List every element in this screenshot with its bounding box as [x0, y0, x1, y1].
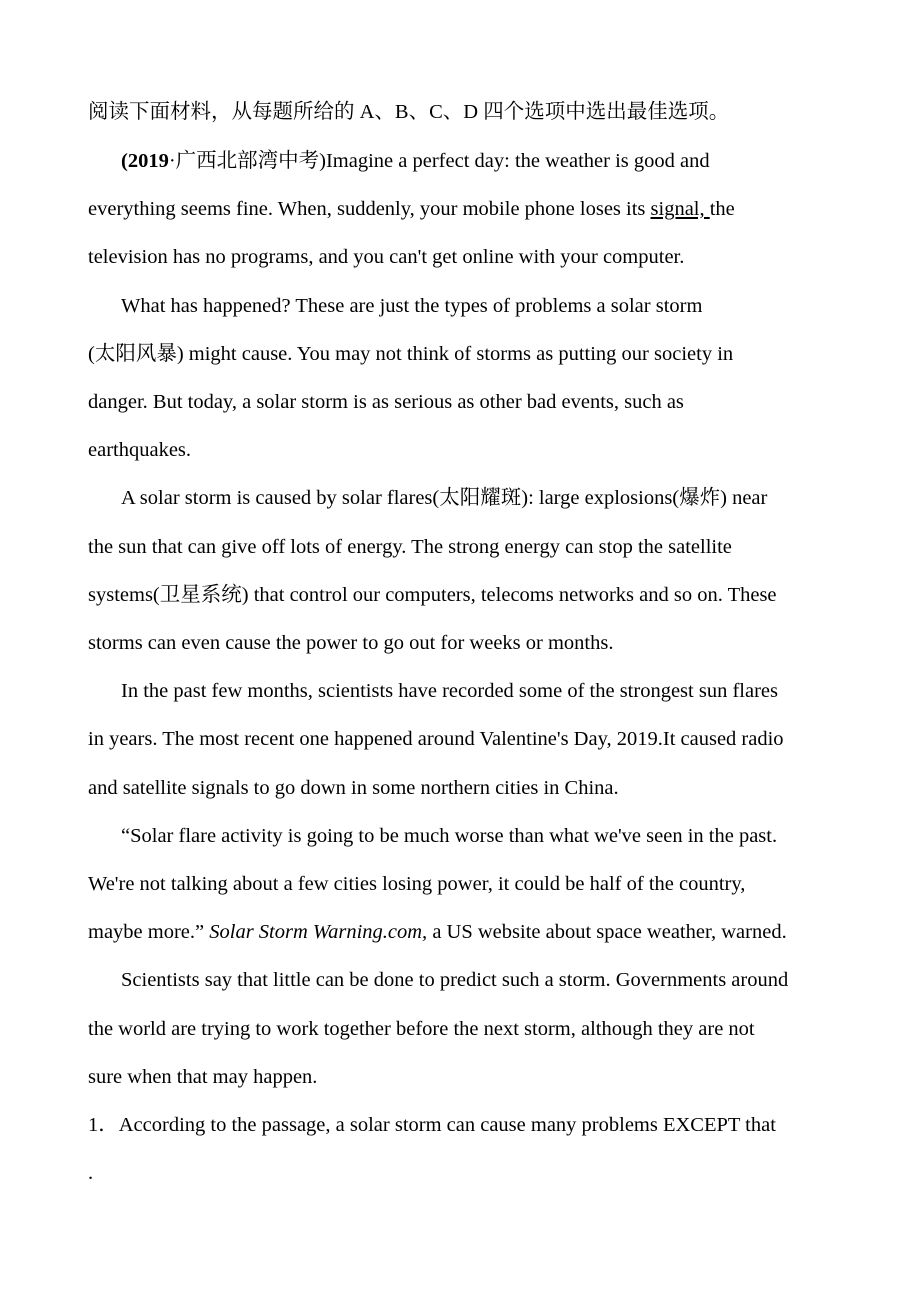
passage-text: a US website about space weather, warned.	[427, 921, 787, 943]
passage-paragraph-3-line-3: systems(卫星系统) that control our computers, telecoms networks and so on. These	[88, 584, 777, 606]
passage-paragraph-2-line-1: What has happened? These are just the types of problems a solar storm	[121, 295, 703, 317]
question-text: According to the passage, a solar storm can cause many problems EXCEPT that	[118, 1114, 776, 1136]
question-1	[88, 1113, 776, 1137]
passage-paragraph-1-line-1	[121, 149, 710, 173]
passage-paragraph-5-line-3	[88, 920, 787, 944]
passage-paragraph-4-line-2: in years. The most recent one happened around Valentine's Day, 2019.It caused radio	[88, 728, 784, 750]
passage-paragraph-2-line-2: (太阳风暴) might cause. You may not think of storms as putting our society in	[88, 343, 734, 365]
passage-paragraph-2-line-4: earthquakes.	[88, 439, 192, 461]
passage-paragraph-2-line-3: danger. But today, a solar storm is as serious as other bad events, such as	[88, 391, 684, 413]
passage-paragraph-5-line-1: “Solar flare activity is going to be much worse than what we've seen in the past.	[121, 825, 778, 847]
question-number: 1．	[88, 1114, 119, 1136]
instruction-text: 阅读下面材料，从每题所给的 A、B、C、D 四个选项中选出最佳选项。	[88, 101, 730, 123]
website-name: Solar Storm Warning.com,	[209, 921, 428, 943]
passage-paragraph-4-line-1: In the past few months, scientists have recorded some of the strongest sun flares	[121, 680, 778, 702]
question-1-blank: .	[88, 1162, 94, 1184]
passage-paragraph-6-line-2: the world are trying to work together before the next storm, although they are not	[88, 1018, 755, 1040]
passage-paragraph-6-line-3: sure when that may happen.	[88, 1066, 318, 1088]
passage-paragraph-3-line-4: storms can even cause the power to go out for weeks or months.	[88, 632, 614, 654]
passage-paragraph-4-line-3: and satellite signals to go down in some northern cities in China.	[88, 777, 619, 799]
passage-paragraph-6-line-1: Scientists say that little can be done to predict such a storm. Governments around	[121, 969, 789, 991]
passage-text: Imagine a perfect day: the weather is good and	[325, 150, 710, 172]
passage-paragraph-3-line-1: A solar storm is caused by solar flares(太阳耀斑): large explosions(爆炸) near	[121, 487, 768, 509]
source-region: ·广西北部湾中考)	[168, 150, 326, 172]
underlined-word: signal,	[650, 198, 710, 220]
passage-text: the	[709, 198, 735, 220]
passage-paragraph-1-line-3: television has no programs, and you can't get online with your computer.	[88, 246, 685, 268]
source-year: (2019	[121, 150, 169, 172]
passage-paragraph-1-line-2	[88, 197, 735, 221]
passage-text: maybe more.”	[88, 921, 210, 943]
passage-paragraph-3-line-2: the sun that can give off lots of energy. The strong energy can stop the satellite	[88, 536, 732, 558]
passage-paragraph-5-line-2: We're not talking about a few cities losing power, it could be half of the country,	[88, 873, 746, 895]
passage-text: everything seems fine. When, suddenly, your mobile phone loses its	[88, 198, 651, 220]
